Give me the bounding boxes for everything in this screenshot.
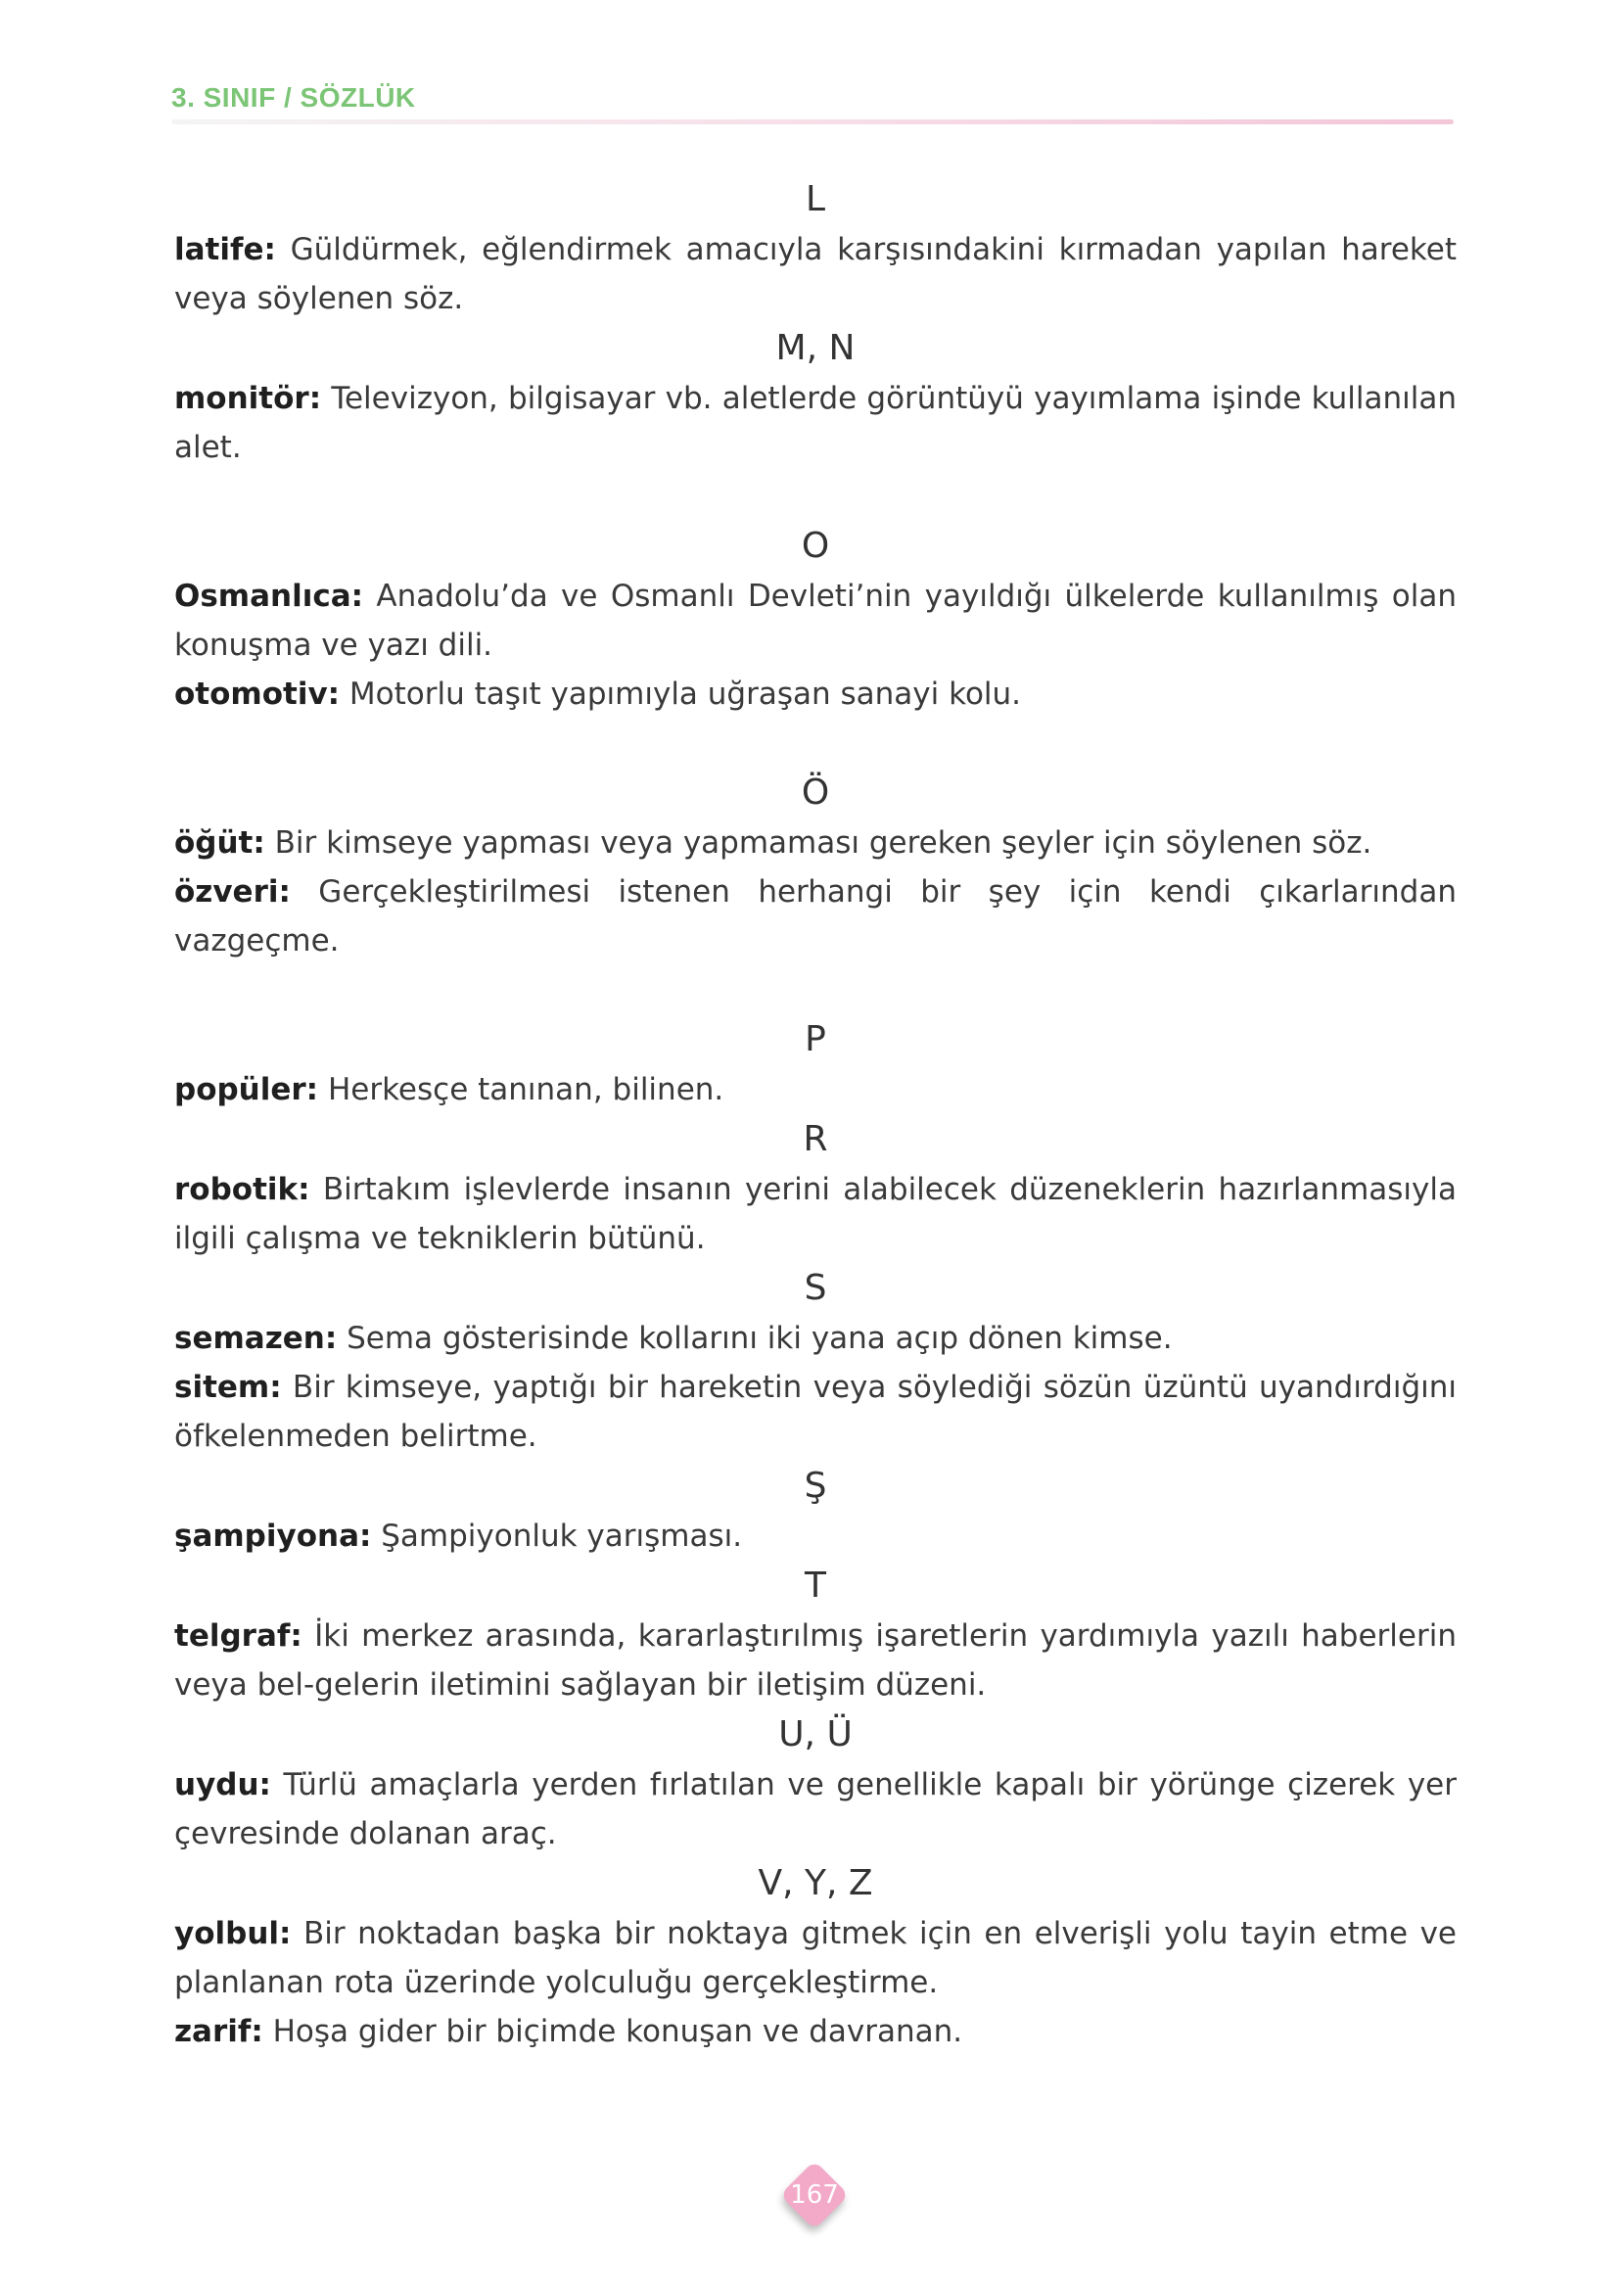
dictionary-entry <box>174 670 1457 719</box>
entry-term: monitör: <box>174 381 322 416</box>
letter-heading: M, N <box>775 328 856 368</box>
dictionary-entry <box>174 1909 1457 2007</box>
entry-term: popüler: <box>174 1072 319 1107</box>
letter-heading: R <box>803 1119 828 1159</box>
letter-heading: Ö <box>801 772 830 813</box>
entry-term: zarif: <box>174 2014 263 2049</box>
dictionary-section-o <box>174 521 1457 719</box>
dictionary-entry <box>174 1363 1457 1461</box>
entry-definition: Televizyon, bilgisayar vb. aletlerde görüntüyü yayımlama işinde kullanılan alet. <box>174 381 1457 465</box>
dictionary-section-r <box>174 1114 1457 1263</box>
dictionary-section-l <box>174 174 1457 323</box>
dictionary-entry <box>174 1512 1457 1561</box>
dictionary-entry <box>174 1760 1457 1858</box>
dictionary-section-p <box>174 1014 1457 1114</box>
letter-heading: L <box>805 179 826 219</box>
letter-heading: Ş <box>804 1466 827 1506</box>
entry-definition: Gerçekleştirilmesi istenen herhangi bir şey için kendi çıkarlarından vazgeçme. <box>174 874 1457 958</box>
entry-definition: Motorlu taşıt yapımıyla uğraşan sanayi kolu. <box>340 677 1022 712</box>
entry-definition: Bir noktadan başka bir noktaya gitmek için en elverişli yolu tayin etme ve planlanan rota üzerinde yolculuğu gerçekleştirme. <box>174 1916 1457 2000</box>
page-number-badge <box>783 2164 846 2226</box>
entry-term: telgraf: <box>174 1618 302 1654</box>
entry-definition: Bir kimseye, yaptığı bir hareketin veya söylediği sözün üzüntü uyandırdığını öfkelenmeden belirtme. <box>174 1370 1457 1454</box>
entry-term: otomotiv: <box>174 677 341 712</box>
dictionary-entry <box>174 867 1457 965</box>
dictionary-entry <box>174 225 1457 323</box>
letter-heading: O <box>801 526 830 566</box>
entry-definition: Güldürmek, eğlendirmek amacıyla karşısındakini kırmadan yapılan hareket veya söylenen söz. <box>174 232 1457 316</box>
entry-definition: Türlü amaçlarla yerden fırlatılan ve genellikle kapalı bir yörünge çizerek yer çevresinde dolanan araç. <box>174 1767 1457 1851</box>
dictionary-section-s <box>174 1263 1457 1461</box>
dictionary-content <box>174 174 1457 2056</box>
entry-definition: Sema gösterisinde kollarını iki yana açıp dönen kimse. <box>337 1321 1173 1356</box>
letter-heading: T <box>805 1566 826 1606</box>
letter-heading: S <box>804 1268 827 1308</box>
entry-definition: Bir kimseye yapması veya yapmaması gereken şeyler için söylenen söz. <box>264 825 1372 861</box>
entry-term: robotik: <box>174 1172 310 1207</box>
dictionary-section-v-y-z <box>174 1858 1457 2056</box>
entry-definition: Birtakım işlevlerde insanın yerini alabilecek düzeneklerin hazırlanmasıyla ilgili çalışma ve tekniklerin bütünü. <box>174 1172 1457 1256</box>
letter-heading: U, Ü <box>778 1714 853 1754</box>
entry-term: sitem: <box>174 1370 282 1405</box>
dictionary-entry <box>174 2007 1457 2056</box>
entry-term: özveri: <box>174 874 291 910</box>
entry-definition: İki merkez arasında, kararlaştırılmış işaretlerin yardımıyla yazılı haberlerin veya bel-gelerin iletimini sağlayan bir iletişim düzeni. <box>174 1618 1457 1703</box>
letter-heading: P <box>805 1019 826 1059</box>
entry-term: semazen: <box>174 1321 338 1356</box>
entry-term: uydu: <box>174 1767 271 1802</box>
dictionary-section-t <box>174 1561 1457 1709</box>
entry-definition: Herkesçe tanınan, bilinen. <box>318 1072 724 1107</box>
dictionary-entry <box>174 1612 1457 1709</box>
entry-term: öğüt: <box>174 825 265 861</box>
page-section-title: 3. SINIF / SÖZLÜK <box>171 82 416 113</box>
dictionary-entry <box>174 818 1457 867</box>
dictionary-entry <box>174 374 1457 472</box>
dictionary-entry <box>174 1314 1457 1363</box>
letter-heading: V, Y, Z <box>758 1863 873 1903</box>
dictionary-section-o-umlaut <box>174 768 1457 965</box>
entry-term: Osmanlıca: <box>174 579 364 614</box>
header-divider <box>171 119 1454 124</box>
entry-term: latife: <box>174 232 276 267</box>
entry-definition: Şampiyonluk yarışması. <box>371 1519 743 1554</box>
dictionary-entry <box>174 1165 1457 1263</box>
dictionary-section-s-cedilla <box>174 1461 1457 1561</box>
entry-definition: Hoşa gider bir biçimde konuşan ve davranan. <box>262 2014 963 2049</box>
page-number: 167 <box>790 2180 839 2210</box>
page-header <box>171 78 1454 125</box>
dictionary-entry <box>174 1065 1457 1114</box>
dictionary-section-u <box>174 1709 1457 1858</box>
dictionary-entry <box>174 572 1457 670</box>
entry-definition: Anadolu’da ve Osmanlı Devleti’nin yayıldığı ülkelerde kullanılmış olan konuşma ve yazı dili. <box>174 579 1457 663</box>
entry-term: yolbul: <box>174 1916 292 1951</box>
entry-term: şampiyona: <box>174 1519 372 1554</box>
dictionary-section-m-n <box>174 323 1457 472</box>
